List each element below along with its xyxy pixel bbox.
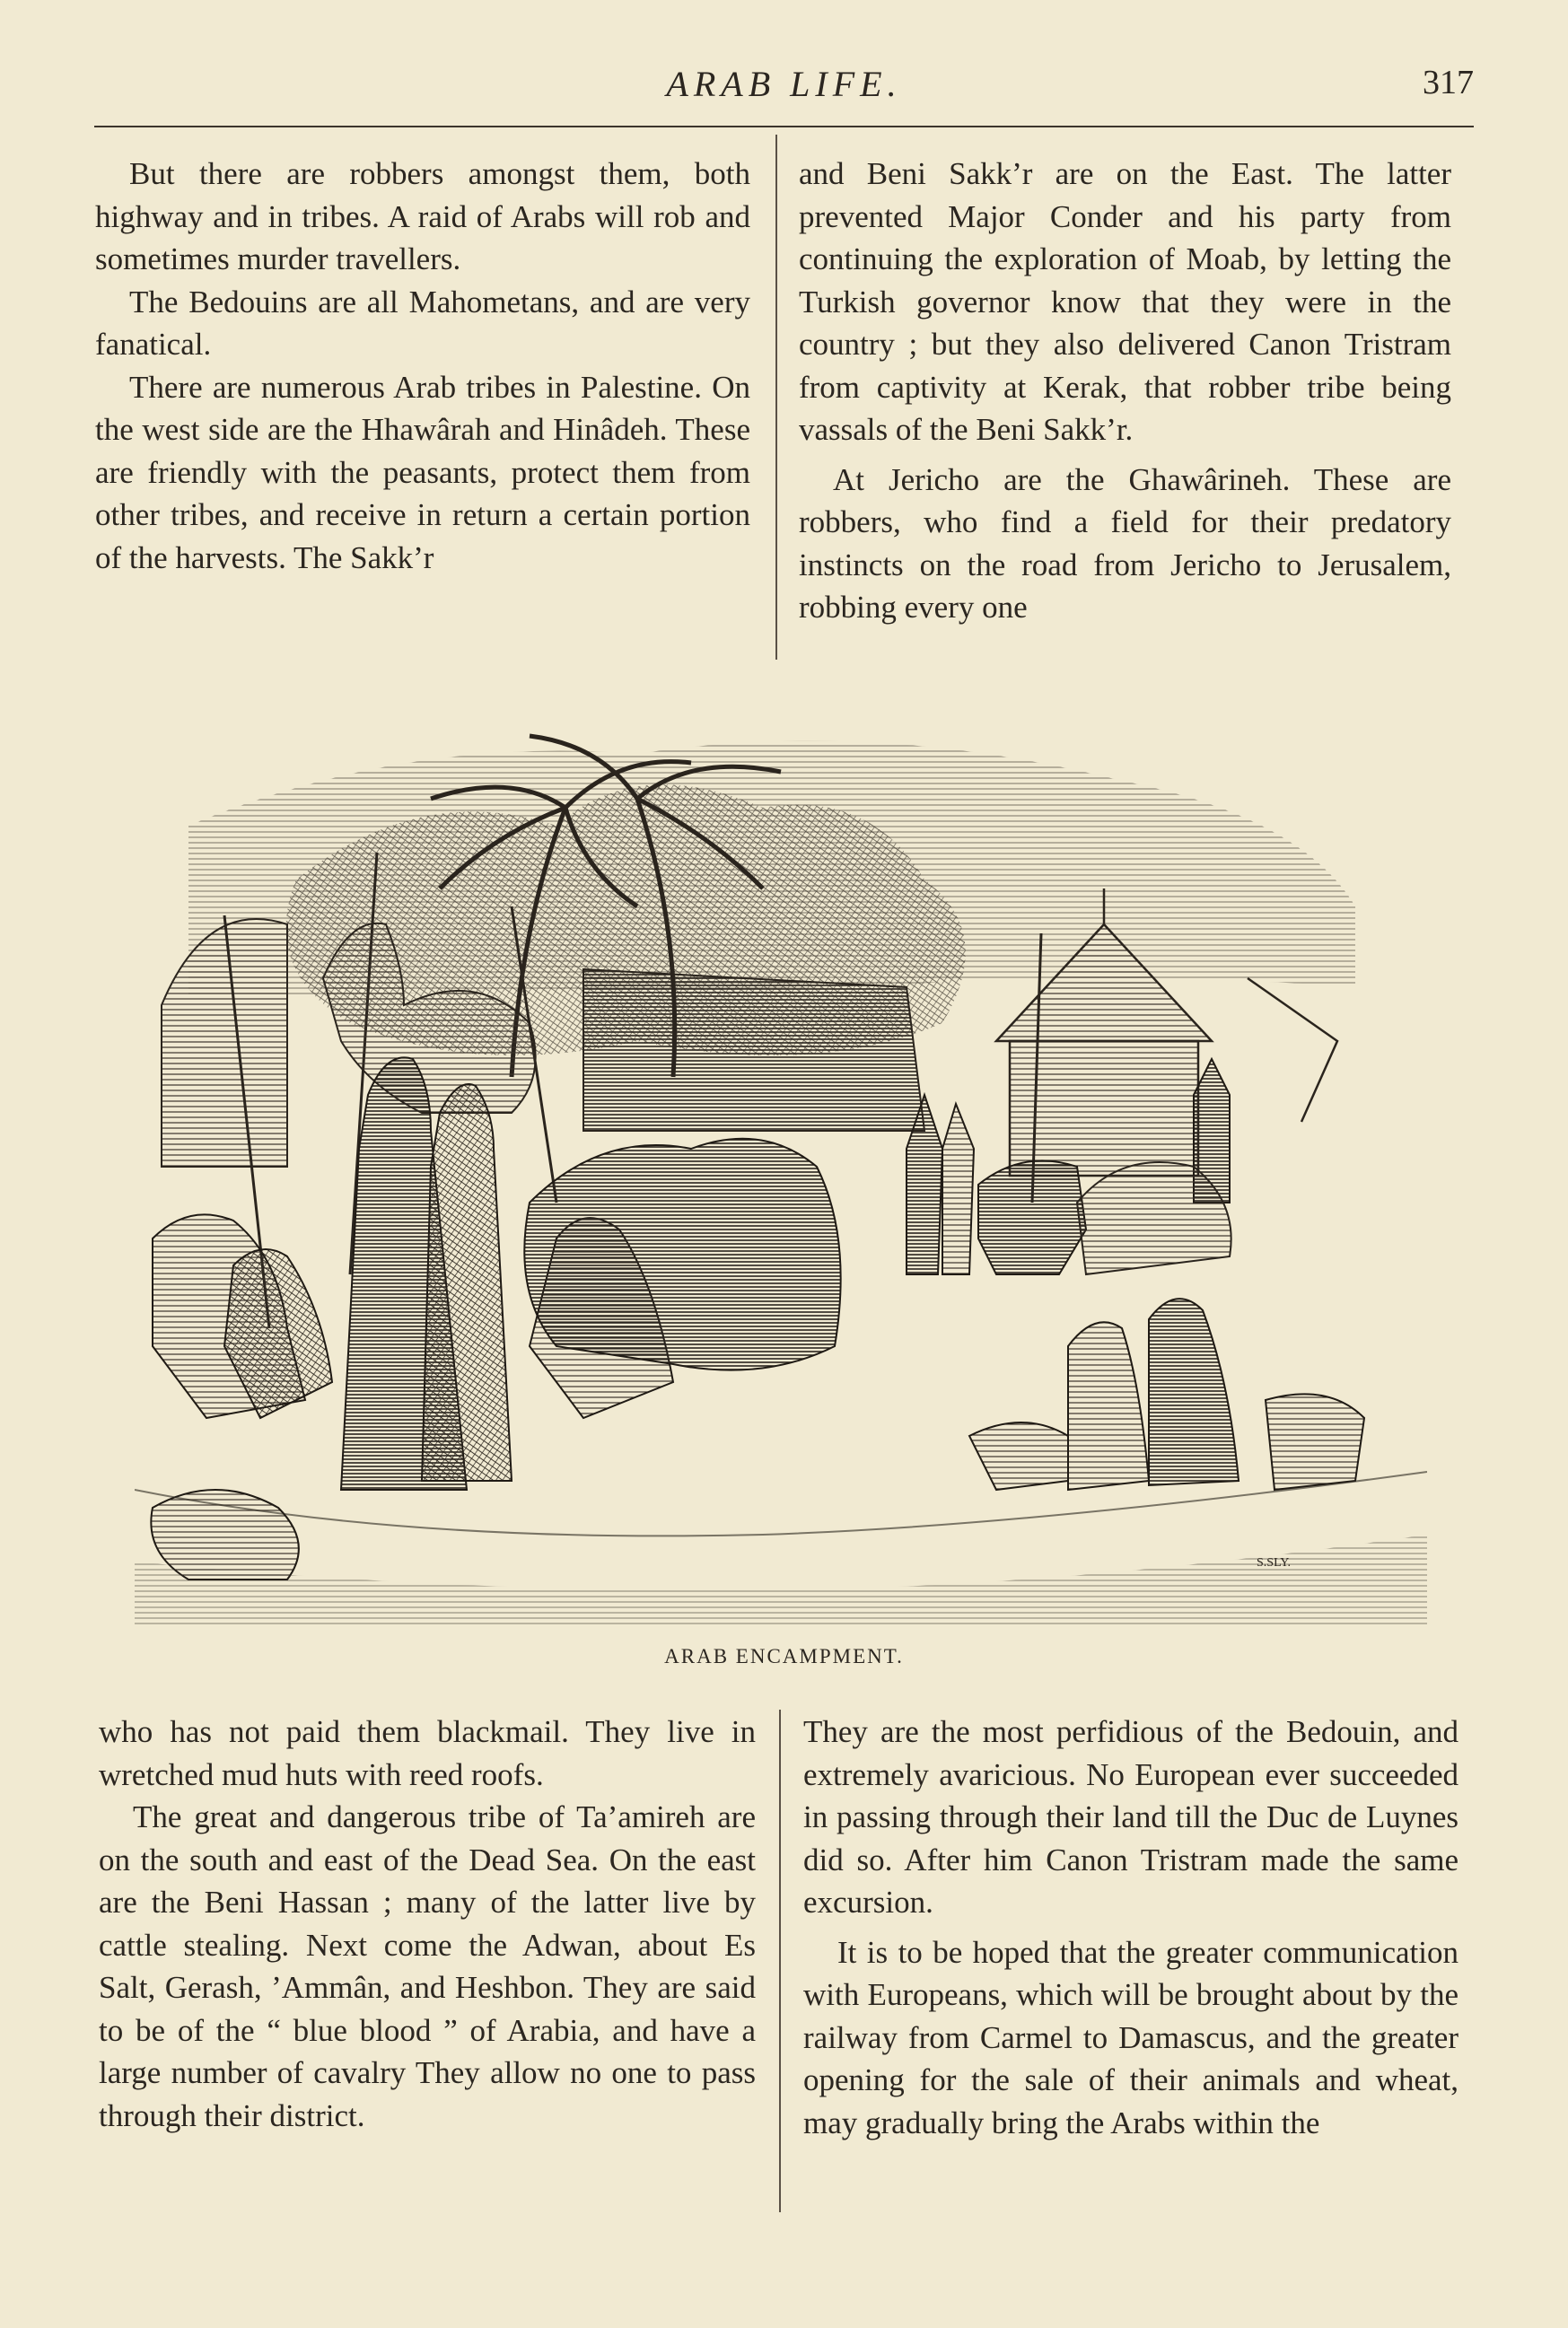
engraver-signature: S.SLY. (1257, 1556, 1292, 1570)
paragraph: They are the most perfidious of the Bedouin, and extremely avaricious. No European ever succeeded in passing through their land till the Duc de Luynes did so. After him Canon Tristram made the same excursion. (803, 1714, 1459, 1920)
column-divider (779, 1710, 781, 2212)
lower-right-column (803, 1711, 1459, 2144)
arab-encampment-engraving (135, 700, 1427, 1624)
page-number: 317 (1423, 64, 1474, 101)
paragraph: There are numerous Arab tribes in Palestine. On the west side are the Hhawârah and Hinâdeh. These are friendly with the peasants, protect them from other tribes, and receive in return a certain portion of the harvests. The Sakk’r (95, 369, 750, 575)
figure-caption: ARAB ENCAMPMENT. (664, 1645, 904, 1667)
lower-left-column (99, 1711, 756, 2137)
paragraph: But there are robbers amongst them, both highway and in tribes. A raid of Arabs will rob and sometimes murder travellers. (95, 156, 750, 276)
paragraph: It is to be hoped that the greater communication with Europeans, which will be brought about by the railway from Carmel to Damascus, and the greater opening for the sale of their animals and wheat, may gradually bring the Arabs within the (803, 1934, 1459, 2140)
running-title: ARAB LIFE. (666, 64, 902, 104)
paragraph: who has not paid them blackmail. They live in wretched mud huts with reed roofs. (99, 1714, 756, 1792)
running-head (94, 56, 1474, 109)
paragraph: At Jericho are the Ghawârineh. These are robbers, who find a field for their predatory instincts on the road from Jericho to Jerusalem, robbing every one (799, 461, 1451, 625)
paragraph: and Beni Sakk’r are on the East. The latter prevented Major Conder and his party from continuing the exploration of Moab, by letting the Turkish governor know that they were in the country ; but they also delivered Canon Tristram from captivity at Kerak, that robber tribe being vassals of the Beni Sakk’r. (799, 156, 1451, 447)
header-rule (94, 126, 1474, 127)
upper-right-column (799, 153, 1451, 629)
column-divider (775, 135, 777, 660)
paragraph: The great and dangerous tribe of Ta’amireh are on the south and east of the Dead Sea. On the east are the Beni Hassan ; many of the latter live by cattle stealing. Next come the Adwan, about Es Salt, Gerash, ’Ammân, and Heshbon. They are said to be of the “ blue blood ” of Arabia, and have a large number of cavalry They allow no one to pass through their district. (99, 1799, 756, 2133)
paragraph: The Bedouins are all Mahometans, and are very fanatical. (95, 284, 750, 362)
upper-left-column (95, 153, 750, 579)
